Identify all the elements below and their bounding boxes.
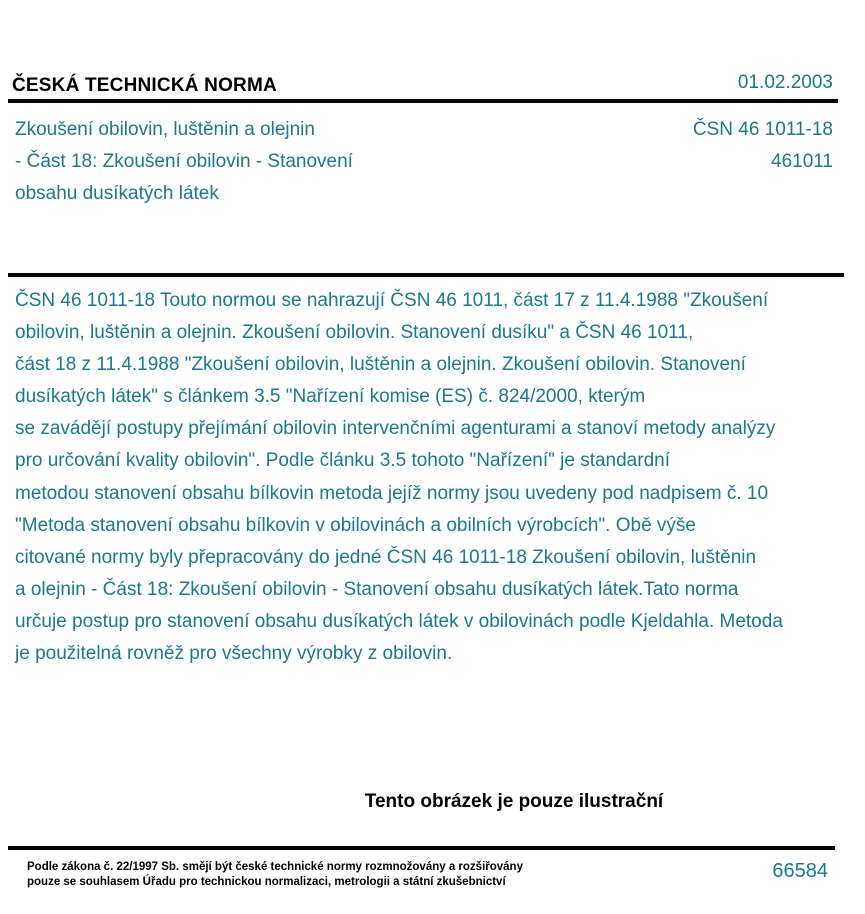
annotation-line: určuje postup pro stanovení obsahu dusíkatých látek v obilovinách podle Kjeldahla. Metoda xyxy=(15,610,783,632)
copyright-line: Podle zákona č. 22/1997 Sb. smějí být české technické normy rozmnožovány a rozšiřovány xyxy=(27,861,523,873)
annotation-line: "Metoda stanovení obsahu bílkovin v obilovinách a obilních výrobcích". Obě výše xyxy=(15,514,696,536)
annotation-line: obilovin, luštěnin a olejnin. Zkoušení obilovin. Stanovení dusíku" a ČSN 46 1011, xyxy=(15,322,694,344)
illustration-notice: Tento obrázek je pouze ilustrační xyxy=(364,791,664,812)
annotation-text xyxy=(15,285,783,670)
standard-title xyxy=(15,114,435,210)
title-divider xyxy=(8,273,844,277)
annotation-line: ČSN 46 1011-18 Touto normou se nahrazují ČSN 46 1011, část 17 z 11.4.1988 "Zkoušení xyxy=(15,290,769,311)
standard-title-line: - Část 18: Zkoušení obilovin - Stanovení xyxy=(15,151,353,172)
annotation-line: je použitelná rovněž pro všechny výrobky z obilovin. xyxy=(15,643,453,665)
standard-code: ČSN 46 1011-18 xyxy=(692,119,833,140)
class-number: 461011 xyxy=(771,151,833,172)
annotation-line: metodou stanovení obsahu bílkovin metoda jejíž normy jsou uvedeny pod nadpisem č. 10 xyxy=(15,482,769,504)
issue-date: 01.02.2003 xyxy=(737,72,833,93)
annotation-line: a olejnin - Část 18: Zkoušení obilovin - Stanovení obsahu dusíkatých látek.Tato norma xyxy=(15,578,739,600)
standard-title-line: obsahu dusíkatých látek xyxy=(15,183,219,204)
annotation-line: se zavádějí postupy přejímání obilovin intervenčními agenturami a stanoví metody analýzy xyxy=(15,418,776,440)
annotation-line: dusíkatých látek" s článkem 3.5 "Nařízení komise (ES) č. 824/2000, kterým xyxy=(15,386,646,408)
document-id: 66584 xyxy=(772,860,828,882)
copyright-line: pouze se souhlasem Úřadu pro technickou normalizaci, metrologii a státní zkušebnictví xyxy=(27,876,506,888)
annotation-line: pro určování kvality obilovin". Podle článku 3.5 tohoto "Nařízení" je standardní xyxy=(15,450,670,472)
standard-codes xyxy=(693,114,833,178)
copyright-notice xyxy=(27,860,523,890)
annotation-line: citované normy byly přepracovány do jedné ČSN 46 1011-18 Zkoušení obilovin, luštěnin xyxy=(15,546,757,568)
annotation-line: část 18 z 11.4.1988 "Zkoušení obilovin, luštěnin a olejnin. Zkoušení obilovin. Stanovení xyxy=(15,354,746,376)
document-heading: ČESKÁ TECHNICKÁ NORMA xyxy=(12,75,277,96)
footer-divider xyxy=(8,846,835,850)
standard-title-line: Zkoušení obilovin, luštěnin a olejnin xyxy=(15,119,315,140)
header-divider xyxy=(8,99,838,103)
